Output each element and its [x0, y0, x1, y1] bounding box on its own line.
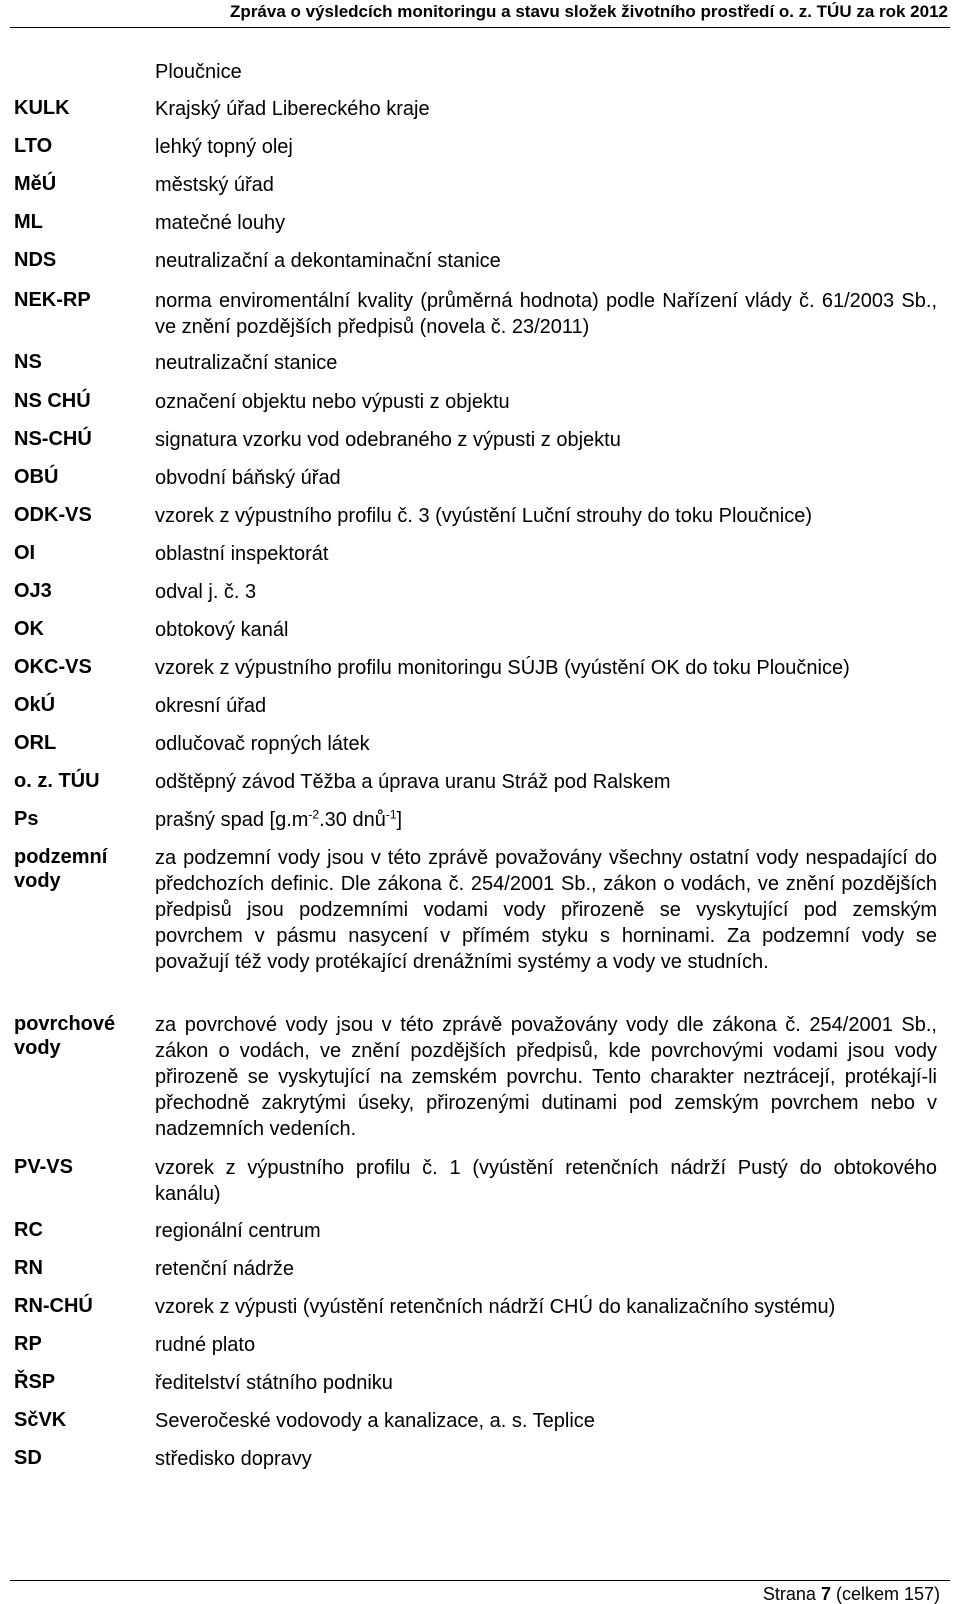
glossary-term: LTO [14, 135, 53, 157]
glossary-description: oblastní inspektorát [155, 543, 329, 565]
page-number-current: 7 [820, 1584, 831, 1604]
glossary-description: Severočeské vodovody a kanalizace, a. s. Teplice [155, 1410, 595, 1432]
glossary-term: OkÚ [14, 694, 56, 716]
glossary-term: ODK-VS [14, 504, 92, 526]
glossary-term: RP [14, 1333, 42, 1355]
glossary-term: NS [14, 351, 42, 373]
continued-description: Ploučnice [155, 61, 242, 83]
glossary-term: ORL [14, 732, 57, 754]
glossary-description: za povrchové vody jsou v této zprávě považovány vody dle zákona č. 254/2001 Sb., zákon o vodách, ve znění pozdějších předpisů, kde povrchovými vodami jsou vody přirozeně se vyskytující na zemském povrchu. Tento charakter neztrácejí, protékají-li přechodně zakrytými úseky, přirozenými dutinami pod zemským povrchem nebo v nadzemních vedeních. [155, 1014, 937, 1140]
glossary-description: matečné louhy [155, 212, 286, 234]
glossary-term: OJ3 [14, 580, 52, 602]
glossary-description: vzorek z výpustního profilu č. 1 (vyústění retenčních nádrží Pustý do obtokového kanálu) [155, 1157, 937, 1205]
glossary-description: vzorek z výpustního profilu monitoringu SÚJB (vyústění OK do toku Ploučnice) [155, 657, 850, 679]
glossary-term: OK [14, 618, 44, 640]
glossary-description: lehký topný olej [155, 136, 293, 158]
glossary-term: o. z. TÚU [14, 770, 100, 792]
glossary-description: za podzemní vody jsou v této zprávě považovány všechny ostatní vody nespadající do předchozích definic. Dle zákona č. 254/2001 Sb., zákon o vodách, ve znění pozdějších předpisů jsou podzemními vodami vody přirozeně se vyskytující pod zemským povrchem v pásmu nasycení v přímém styku s horninami. Za podzemní vody se považují též vody protékající drenážními systémy a vody ve studních. [155, 847, 937, 973]
ps-desc-post: ] [396, 809, 403, 831]
glossary-description: signatura vzorku vod odebraného z výpusti z objektu [155, 429, 621, 451]
glossary-description: označení objektu nebo výpusti z objektu [155, 391, 510, 413]
ps-exponent-1: -2 [308, 807, 320, 822]
glossary-description: neutralizační stanice [155, 352, 338, 374]
glossary-description: neutralizační a dekontaminační stanice [155, 250, 501, 272]
page-number [763, 1584, 940, 1604]
glossary-description: rudné plato [155, 1334, 256, 1356]
glossary-term: PV-VS [14, 1156, 73, 1178]
glossary-term: SčVK [14, 1409, 67, 1431]
glossary-description: norma enviromentální kvality (průměrná hodnota) podle Nařízení vlády č. 61/2003 Sb., ve znění pozdějších předpisů (novela č. 23/2011) [155, 290, 937, 338]
glossary-description: ředitelství státního podniku [155, 1372, 393, 1394]
header-rule [10, 27, 950, 28]
glossary-description [155, 807, 937, 833]
glossary-term: OKC-VS [14, 656, 92, 678]
page-header: Zpráva o výsledcích monitoringu a stavu složek životního prostředí o. z. TÚU za rok 2012 [230, 2, 948, 21]
glossary-description: odval j. č. 3 [155, 581, 257, 603]
footer-rule [10, 1580, 950, 1581]
glossary-description: retenční nádrže [155, 1258, 294, 1280]
glossary-term: Ps [14, 808, 39, 830]
glossary-description: Krajský úřad Libereckého kraje [155, 98, 430, 120]
glossary-term: ŘSP [14, 1371, 56, 1393]
glossary-description: vzorek z výpusti (vyústění retenčních nádrží CHÚ do kanalizačního systému) [155, 1296, 836, 1318]
glossary-description: městský úřad [155, 174, 274, 196]
glossary-description: obvodní báňský úřad [155, 467, 341, 489]
glossary-term: NS CHÚ [14, 390, 91, 412]
glossary-term: SD [14, 1447, 42, 1469]
glossary-term: podzemní vody [14, 846, 108, 892]
glossary-term: RN-CHÚ [14, 1295, 93, 1317]
glossary-term: NDS [14, 249, 57, 271]
ps-desc-mid: .30 dnů [319, 809, 386, 831]
glossary-term: RC [14, 1219, 43, 1241]
glossary-description: odštěpný závod Těžba a úprava uranu Stráž pod Ralskem [155, 771, 671, 793]
glossary-term: OI [14, 542, 36, 564]
page-number-suffix: (celkem 157) [830, 1584, 940, 1604]
glossary-term: ML [14, 211, 43, 233]
glossary-description: odlučovač ropných látek [155, 733, 370, 755]
glossary-term: KULK [14, 97, 70, 119]
glossary-term: OBÚ [14, 466, 59, 488]
glossary-term: povrchové vody [14, 1013, 116, 1059]
ps-exponent-2: -1 [385, 807, 397, 822]
page-number-prefix: Strana [762, 1584, 821, 1604]
glossary-term: NEK-RP [14, 289, 91, 311]
glossary-term: RN [14, 1257, 43, 1279]
glossary-description: regionální centrum [155, 1220, 321, 1242]
glossary-term: MěÚ [14, 173, 57, 195]
glossary-description: obtokový kanál [155, 619, 289, 641]
glossary-description: okresní úřad [155, 695, 267, 717]
ps-desc-pre: prašný spad [g.m [155, 809, 309, 831]
glossary-term: NS-CHÚ [14, 428, 92, 450]
glossary-description: vzorek z výpustního profilu č. 3 (vyústění Luční strouhy do toku Ploučnice) [155, 505, 812, 527]
glossary-description: středisko dopravy [155, 1448, 312, 1470]
